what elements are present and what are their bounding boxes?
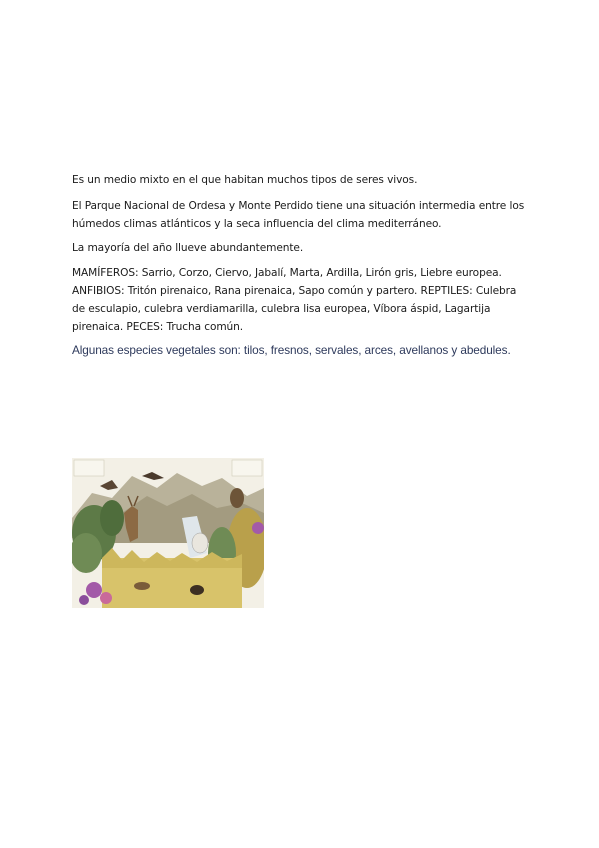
ecosystem-drawing [72, 458, 264, 608]
boar [190, 585, 204, 595]
paragraph-intro: Es un medio mixto en el que habitan muchos tipos de seres vivos. [72, 174, 418, 186]
hare [134, 582, 150, 590]
paragraph-rain: La mayoría del año llueve abundantemente. [72, 242, 304, 254]
paragraph-climate: El Parque Nacional de Ordesa y Monte Perdido tiene una situación intermedia entre los húmedos climas atlánticos y la seca influencia del clima mediterráneo. [72, 200, 525, 230]
tree [100, 500, 124, 536]
ecosystem-illustration [72, 458, 264, 608]
flowers [100, 592, 112, 604]
flowers [79, 595, 89, 605]
caption-box-left [74, 460, 104, 476]
caption-box-right [232, 460, 262, 476]
white-bird [192, 533, 208, 553]
marten [230, 488, 244, 508]
paragraph-flora: Algunas especies vegetales son: tilos, fresnos, servales, arces, avellanos y abedules. [72, 343, 511, 357]
flowers [252, 522, 264, 534]
paragraph-fauna: MAMÍFEROS: Sarrio, Corzo, Ciervo, Jabalí, Marta, Ardilla, Lirón gris, Liebre europea. ANFIBIOS: Tritón pirenaico, Rana pirenaica, Sapo común y partero. REPTILES: Culebra de esculapio, culebra verdiamarilla, culebra lisa europea, Víbora áspid, Lagartija pirenaica. PECES: Trucha común. [72, 267, 517, 333]
flowers [86, 582, 102, 598]
